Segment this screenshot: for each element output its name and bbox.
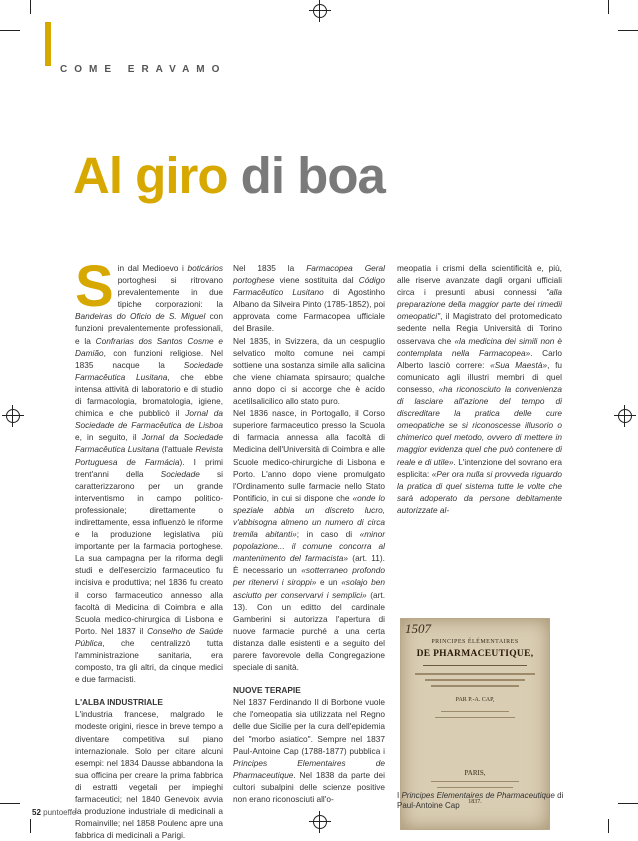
book-text-line (425, 679, 525, 681)
publication-name: puntoeffe (43, 808, 77, 817)
section-accent-bar (45, 22, 51, 66)
book-text-line (437, 787, 513, 788)
crop-mark (608, 819, 609, 833)
crop-mark (0, 803, 20, 804)
title-part-2: di boa (240, 147, 385, 204)
book-title-main: DE PHARMACEUTIQUE, (416, 649, 534, 659)
book-author: PAR P.-A. CAP, (455, 697, 495, 703)
book-text-line (431, 685, 519, 687)
book-text-line (415, 673, 535, 675)
book-text-line (441, 711, 509, 712)
page-footer (32, 808, 76, 817)
book-text-line (431, 781, 519, 782)
book-catalog-number: 1507 (405, 621, 431, 636)
subheading-nuove-terapie: NUOVE TERAPIE (233, 685, 301, 696)
registration-mark-bottom (309, 811, 331, 833)
paragraph: Nel 1835, in Svizzera, da un cespuglio selvatico molto comune nei campi sottiene una sostanza simile alla salicina che viene chiamata spirsauro; qualche anno dopo ci si accorge che è acido acetilsalicilico allo stato puro. (233, 335, 385, 407)
book-rule (423, 665, 527, 666)
paragraph: Nel 1835 la Farmacopea Geral portoghese viene sostituita dal Código Farmacêutico Lusitano di Agostinho Albano da Silveira Pinto (1785-1852), poi approvata come Farmacopea ufficiale del Brasile. (233, 263, 386, 334)
paragraph: Nel 1836 nasce, in Portogallo, il Corso superiore farmaceutico presso la Scuola di farmacia annessa alla facoltà di Medicina dell'Università di Coimbra e alle Scuole medico-chirurgiche di Lisbona e Porto. L'anno dopo viene promulgato l'Ordinamento sulle farmacie nello Stato Pontificio, in cui si dispone che «onde lo speziale abbia un discreto lucro, v'abbisogna almeno un numero di circa tremila abitanti»; in caso di «minor popolazione... il comune concorra al mantenimento del farmacista» (art. 11). È necessario un «sotterraneo profondo per ritenervi i siroppi» e un «solajo ben asciutto per conservarvi i semplici» (art. 13). Con un editto del cardinale Gamberini si autorizza l'apertura di nuove farmacie purché a una certa distanza dalle esistenti e a seguito del parere favorevole della Congregazione speciale di sanità. (233, 408, 386, 673)
book-title-line: PRINCIPES ÉLÉMENTAIRES (431, 639, 519, 645)
registration-mark-left (2, 405, 24, 427)
section-kicker: COME ERAVAMO (60, 64, 227, 75)
crop-mark (0, 30, 20, 31)
image-caption: I Principes Elementaires de Pharmaceutique di Paul-Antoine Cap (397, 791, 564, 810)
title-part-1: Al giro (73, 147, 228, 204)
page-number: 52 (32, 808, 41, 817)
paragraph: Sin dal Medioevo i boticários portoghesi si ritrovano prevalentemente in due tipiche corporazioni: la Bandeiras do Oficio de S. Miguel con funzioni prevalentemente professionali, e la Confrarias dos Santos Cosme e Damião, con funzioni religiose. Nel 1835 nacque la Sociedade Farmacêutica Lusitana, che ebbe intensa attività di laboratorio e di studio di farmacologia, bromatologia, igiene, chimica e che pubblicò il Jornal da Sociedade de Farmacêutica de Lisboa e, in seguito, il Jornal da Sociedade Farmacêutica Lusitana (l'attuale Revista Portuguesa de Farmácia). I primi trent'anni della Sociedade si caratterizzarono per un grande interventismo in campo politico-professionale; direttamente o indirettamente, essa influenzò le riforme e la produzione legislativa più importante per la farmacia portoghese. La sua campagna per la riforma degli studi e dell'esercizio farmaceutico fu incisiva e produttiva; nel 1836 fu creato il corso farmaceutico annesso alla facoltà di Medicina di Coimbra e alla Scuola medico-chirurgica di Lisbona e Porto. Nel 1837 il Conselho de Saúde Pública, che centralizzò tutta l'amministrazione sanitaria, era composto, tra gli altri, da cinque medici e due farmacisti. (75, 254, 224, 685)
registration-mark-top (309, 0, 331, 22)
article-column-2 (233, 262, 385, 805)
paragraph: meopatia i crismi della scientificità e, più, alle riserve avanzate dagli organi ufficiali circa i presunti abusi connessi "alla preparazione della maggior parte dei rimedii omeopatici", il Magistrato del protomedicato sedente nella Regia Università di Torino osservava che «la medicina dei simili non è contemplata nella Farmacopea». Carlo Alberto lasciò correre: «Sua Maestà», fu comunicato agli illustri membri di quel consesso, «ha riconosciuto la convenienza di lasciare all'azione del tempo di discreditare la pratica delle cure omeopatiche se si riconoscesse illusorio o chimerico quel metodo, ovvero di mettere in maggior evidenza quel che può contenere di reale e di utile». L'intenzione del sovrano era esplicita: «Per ora nulla si provveda riguardo la pratica di quel sistema tutte le volte che sarà adoperato da persone debitamente autorizzate al- (397, 263, 562, 515)
paragraph: L'industria francese, malgrado le modeste origini, riesce in breve tempo a diventare competitiva sul piano internazionale. Solo per citare alcuni esempi: nel 1834 Dausse abbandona la sua officina per creare la prima fabbrica di estratti vegetali per impieghi farmaceutici; nel 1840 Genevoix avvia la produzione industriale di medicinali a Romainville; nel 1858 Poulenc apre una fabbrica di medicinali a Parigi. (75, 709, 223, 841)
article-column-1 (75, 254, 224, 841)
book-year: 1837. (468, 799, 482, 805)
crop-mark (30, 819, 31, 833)
registration-mark-right (614, 405, 636, 427)
book-city: PARIS, (464, 769, 486, 777)
crop-mark (608, 0, 609, 14)
article-title (73, 147, 385, 204)
crop-mark (618, 803, 638, 804)
paragraph: Nel 1837 Ferdinando II di Borbone vuole che l'omeopatia sia utilizzata nel Regno delle due Sicilie per la cura dell'epidemia del "morbo asiatico". Sempre nel 1837 Paul-Antoine Cap (1788-1877) pubblica i Principes Elementaires de Pharmaceutique. Nel 1838 da parte dei cultori subalpini delle scienze positive non erano riconosciuti all'o- (233, 697, 385, 805)
article-column-3 (397, 262, 562, 516)
crop-mark (618, 30, 638, 31)
drop-cap: S (75, 254, 114, 319)
subheading-alba-industriale: L'ALBA INDUSTRIALE (75, 697, 163, 708)
crop-mark (30, 0, 31, 14)
book-text-line (435, 717, 515, 718)
